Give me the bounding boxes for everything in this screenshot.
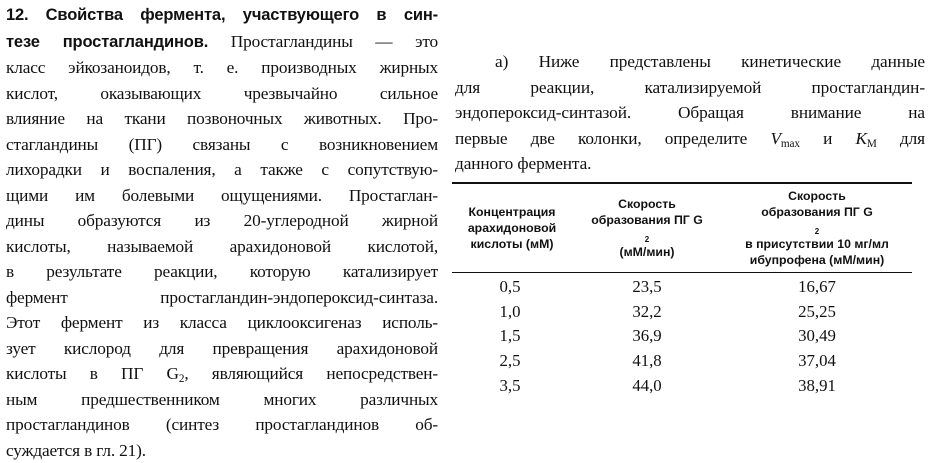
header-subscript: 2 bbox=[645, 235, 649, 244]
pg-text: кислоты в ПГ G bbox=[6, 364, 179, 383]
body-line: влияние на ткани позвоночных животных. Про- bbox=[6, 106, 438, 132]
cell-concentration: 1,0 bbox=[452, 302, 572, 322]
body-line: щими им болевыми ощущениями. Простаглан- bbox=[6, 183, 438, 209]
cell-rate: 44,0 bbox=[572, 376, 722, 396]
body-line: простагландинов (синтез простагландинов об- bbox=[6, 412, 438, 438]
cell-rate-ibuprofen: 16,67 bbox=[722, 277, 912, 297]
cell-concentration: 2,5 bbox=[452, 351, 572, 371]
pg-subscript: 2 bbox=[179, 373, 184, 385]
header-text: кислоты (мМ) bbox=[452, 236, 572, 252]
vmax-symbol: V bbox=[770, 129, 780, 148]
question-and: и bbox=[800, 129, 855, 148]
table-row bbox=[452, 349, 912, 374]
question-line: а) Ниже представлены кинетические данные bbox=[455, 49, 925, 75]
header-text: образования ПГ G bbox=[572, 212, 722, 228]
cell-rate-ibuprofen: 38,91 bbox=[722, 376, 912, 396]
header-rate bbox=[572, 196, 722, 260]
table-row bbox=[452, 324, 912, 349]
heading-line-1 bbox=[6, 2, 438, 29]
cell-concentration: 1,5 bbox=[452, 326, 572, 346]
question-line-params bbox=[455, 126, 925, 152]
body-line: кислот, оказывающих чрезвычайно сильное bbox=[6, 81, 438, 107]
header-text-pg bbox=[722, 204, 912, 236]
cell-rate-ibuprofen: 25,25 bbox=[722, 302, 912, 322]
cell-rate-ibuprofen: 30,49 bbox=[722, 326, 912, 346]
right-column bbox=[455, 49, 925, 177]
header-rate-ibuprofen bbox=[722, 188, 912, 268]
problem-heading-part2: тезе простагландинов. bbox=[6, 33, 208, 51]
cell-concentration: 0,5 bbox=[452, 277, 572, 297]
question-text: первые две колонки, определите bbox=[455, 129, 770, 148]
body-line: Этот фермент из класса циклооксигеназ исполь- bbox=[6, 310, 438, 336]
question-line-last: данного фермента. bbox=[455, 151, 925, 177]
kinetics-table bbox=[452, 182, 912, 398]
header-subscript: 2 bbox=[815, 227, 819, 236]
question-line: эндопероксид-синтазой. Обращая внимание на bbox=[455, 100, 925, 126]
body-line-pg bbox=[6, 361, 438, 387]
header-text: Концентрация bbox=[452, 204, 572, 220]
header-text: в присутствии 10 мг/мл bbox=[722, 236, 912, 252]
body-line: класс эйкозаноидов, т. е. производных жирных bbox=[6, 55, 438, 81]
problem-number: 12. bbox=[6, 6, 29, 24]
vmax-subscript: max bbox=[781, 137, 800, 149]
table-header bbox=[452, 184, 912, 273]
cell-concentration: 3,5 bbox=[452, 376, 572, 396]
km-symbol: K bbox=[855, 129, 866, 148]
question-line: для реакции, катализируемой простагландин- bbox=[455, 75, 925, 101]
body-line: дины образуются из 20-углеродной жирной bbox=[6, 208, 438, 234]
left-column bbox=[6, 2, 438, 463]
heading-line-2 bbox=[6, 29, 438, 56]
header-concentration bbox=[452, 204, 572, 252]
header-text: Скорость bbox=[722, 188, 912, 204]
cell-rate: 41,8 bbox=[572, 351, 722, 371]
body-line: зует кислород для превращения арахидоновой bbox=[6, 336, 438, 362]
body-line-last: суждается в гл. 21). bbox=[6, 438, 438, 463]
body-line: фермент простагландин-эндопероксид-синтаза. bbox=[6, 285, 438, 311]
table-row bbox=[452, 300, 912, 325]
km-subscript: M bbox=[867, 137, 877, 149]
table-row bbox=[452, 373, 912, 398]
body-line: кислоты, называемой арахидоновой кислотой, bbox=[6, 234, 438, 260]
body-line: ным предшественником многих различных bbox=[6, 387, 438, 413]
header-text: образования ПГ G bbox=[722, 204, 912, 220]
body-line: в результате реакции, которую катализирует bbox=[6, 259, 438, 285]
header-text: (мМ/мин) bbox=[572, 244, 722, 260]
header-text: Скорость bbox=[572, 196, 722, 212]
header-text: арахидоновой bbox=[452, 220, 572, 236]
cell-rate: 36,9 bbox=[572, 326, 722, 346]
header-text: ибупрофена (мМ/мин) bbox=[722, 252, 912, 268]
table-row bbox=[452, 275, 912, 300]
question-text-end: для bbox=[877, 129, 925, 148]
cell-rate-ibuprofen: 37,04 bbox=[722, 351, 912, 371]
problem-heading-part1: Свойства фермента, участвующего в син- bbox=[46, 6, 438, 24]
pg-text-after: , являющийся непосредствен- bbox=[184, 364, 438, 383]
header-text-pg bbox=[572, 212, 722, 244]
body-line: стагландины (ПГ) связаны с возникновением bbox=[6, 132, 438, 158]
cell-rate: 23,5 bbox=[572, 277, 722, 297]
cell-rate: 32,2 bbox=[572, 302, 722, 322]
body-line: лихорадки и воспаления, а также с сопутствую- bbox=[6, 157, 438, 183]
intro-text: Простагландины — это bbox=[208, 32, 438, 51]
table-body bbox=[452, 273, 912, 398]
